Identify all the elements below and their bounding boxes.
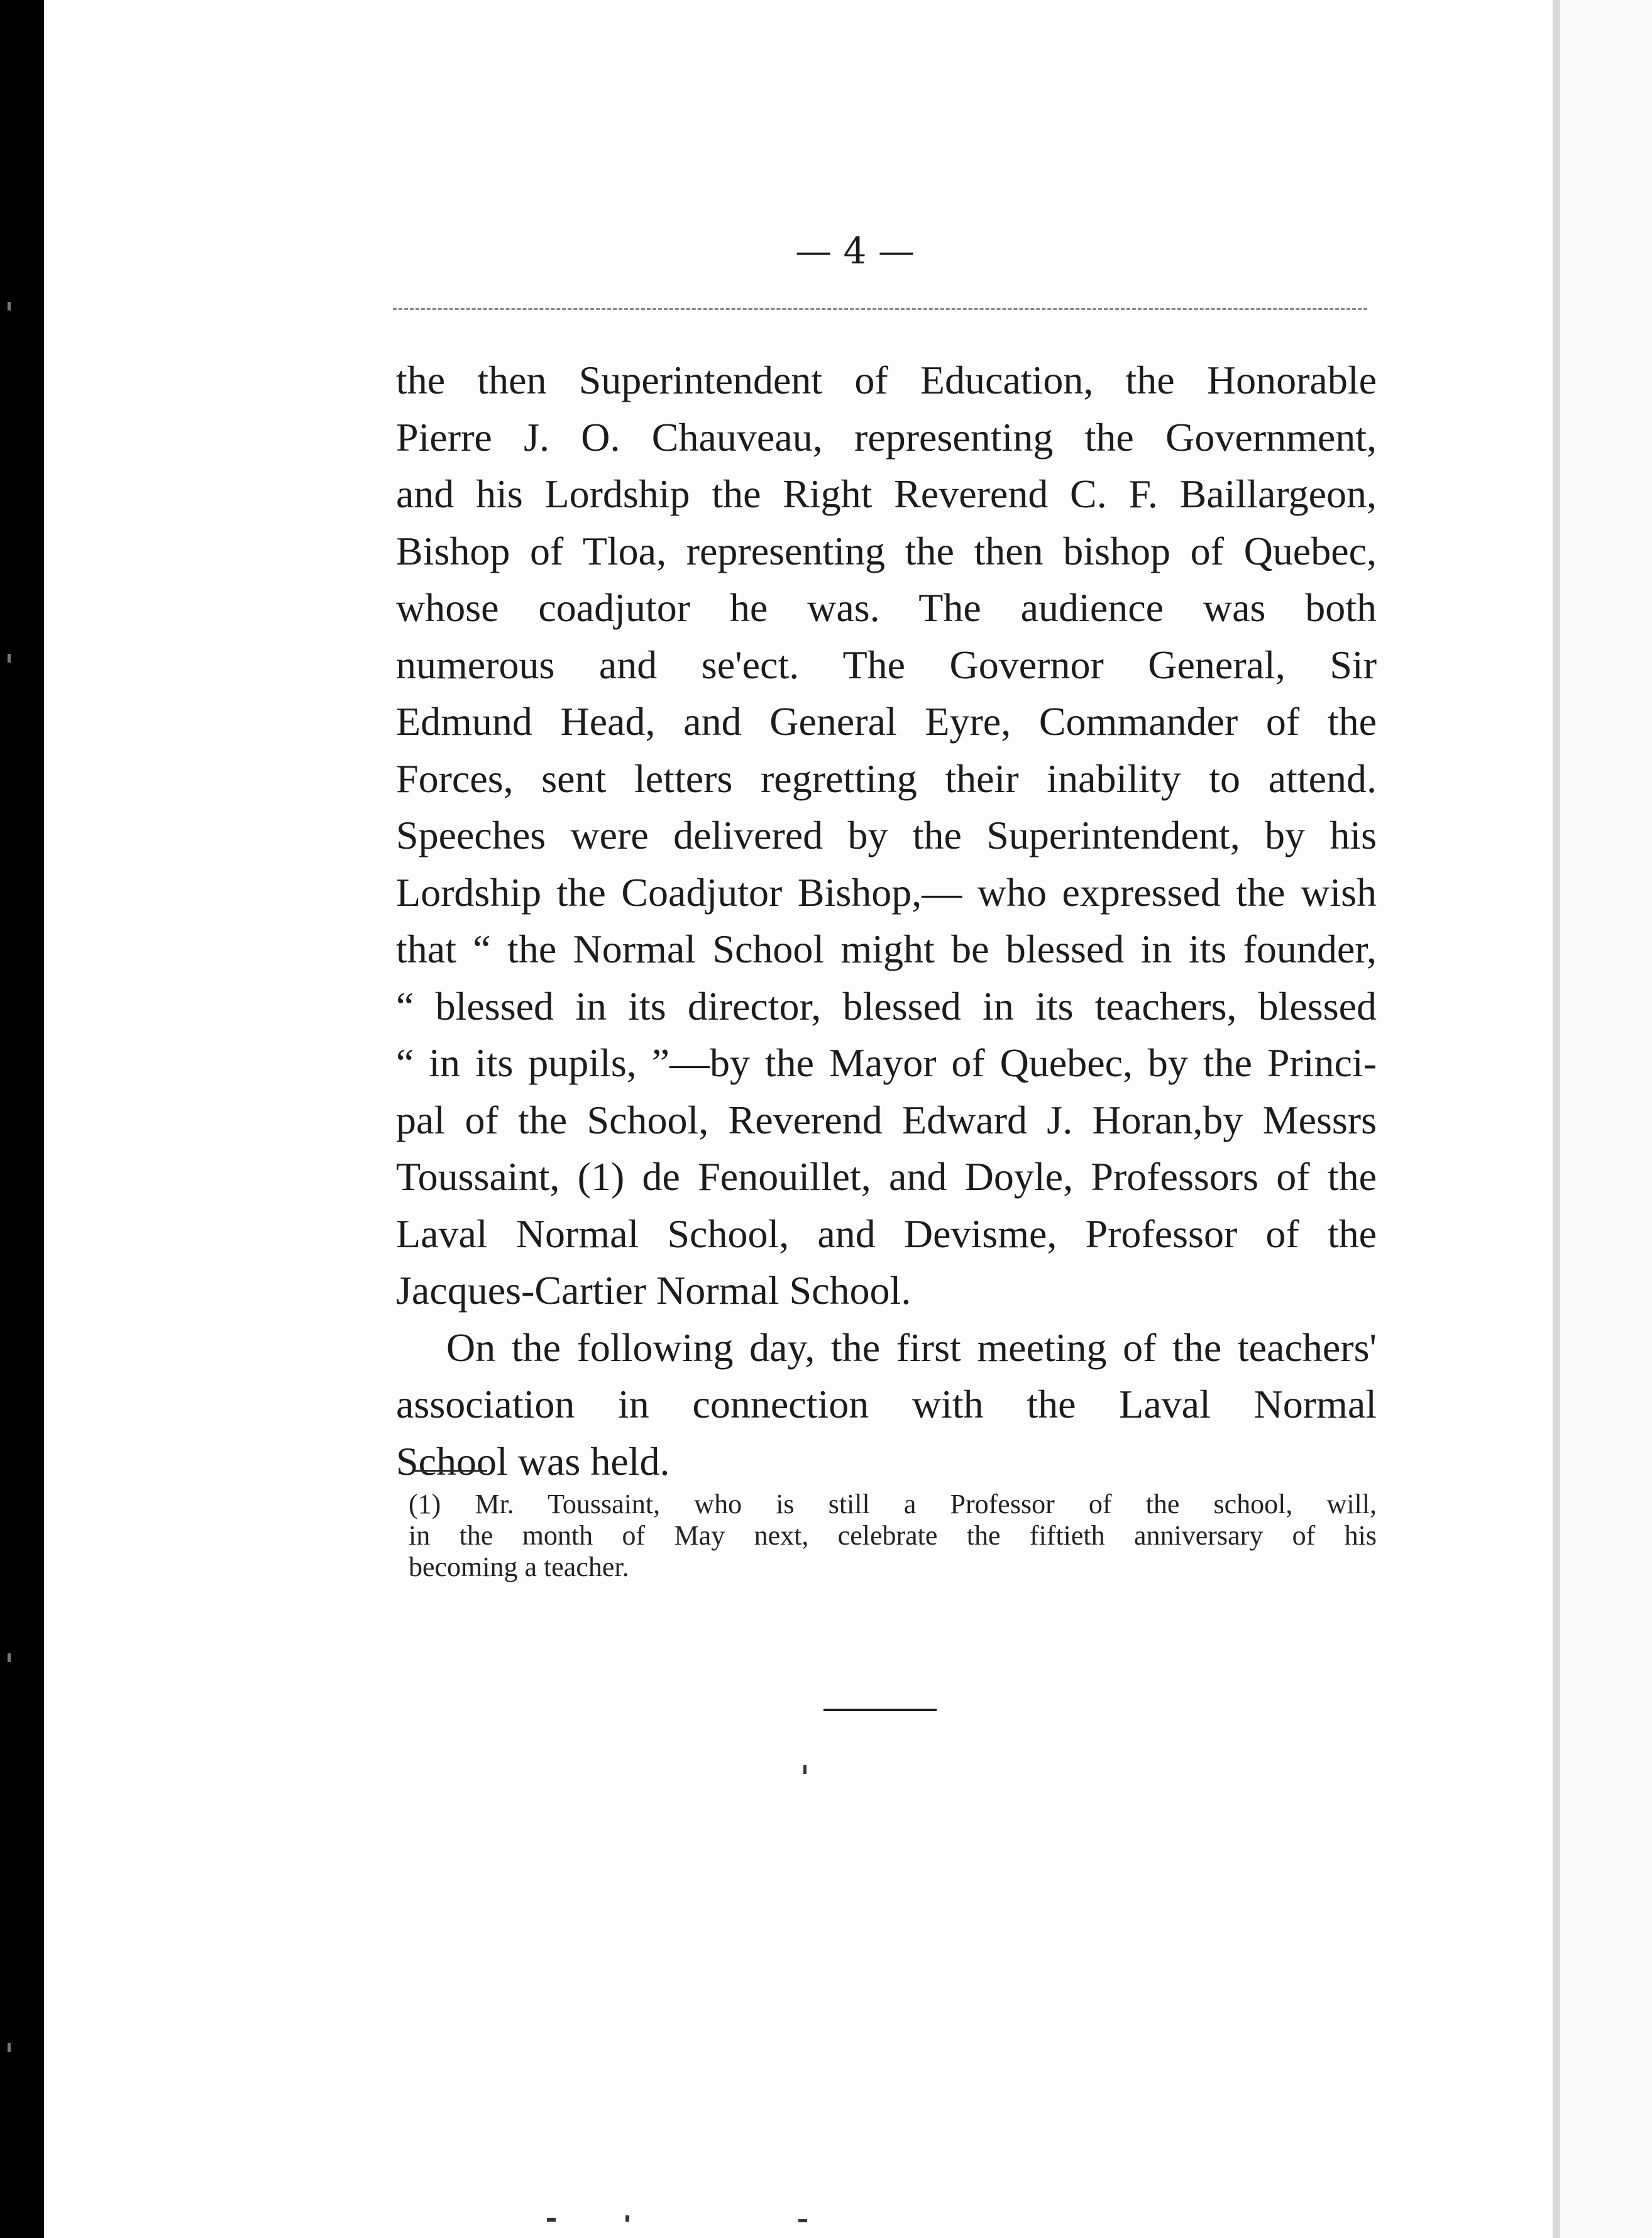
scan-mark — [8, 654, 11, 663]
scan-mark — [8, 1653, 11, 1662]
text-line: that “ the Normal School might be blessed in its founder, — [396, 927, 1377, 971]
text-line: numerous and se'ect. The Governor General, Sir — [396, 642, 1377, 687]
text-line: “ blessed in its director, blessed in its teachers, blessed — [396, 983, 1377, 1028]
text-line: Laval Normal School, and Devisme, Professor of the — [396, 1211, 1377, 1256]
footnote-line: in the month of May next, celebrate the fiftieth anniversary of his — [409, 1520, 1377, 1551]
text-line: “ in its pupils, ”—by the Mayor of Quebec, by the Princi- — [396, 1040, 1377, 1085]
scan-mark — [8, 2043, 11, 2052]
scan-margin — [1560, 0, 1652, 2238]
text-line: whose coadjutor he was. The audience was both — [396, 585, 1377, 630]
body-text — [396, 352, 1377, 1490]
scan-mark — [803, 1765, 807, 1774]
footnote-rule — [412, 1470, 487, 1472]
text-line: pal of the School, Reverend Edward J. Horan,by Messrs — [396, 1097, 1377, 1142]
text-line: Edmund Head, and General Eyre, Commander of the — [396, 699, 1377, 744]
page-edge — [1553, 0, 1560, 2238]
text-line: Bishop of Tloa, representing the then bishop of Quebec, — [396, 528, 1377, 573]
text-line: association in connection with the Laval Normal — [396, 1382, 1377, 1426]
text-line: On the following day, the first meeting of the teachers' — [446, 1325, 1377, 1370]
page-number: — 4 — — [795, 229, 915, 272]
text-line: Forces, sent letters regretting their inability to attend. — [396, 756, 1377, 801]
footnote — [409, 1489, 1377, 1583]
text-line: Pierre J. O. Chauveau, representing the Government, — [396, 414, 1377, 460]
scan-mark — [8, 302, 11, 311]
footnote-line: (1) Mr. Toussaint, who is still a Professor of the school, will, — [409, 1489, 1377, 1519]
scan-mark — [625, 2215, 629, 2222]
text-line: School was held. — [396, 1438, 670, 1484]
footnote-line: becoming a teacher. — [409, 1552, 629, 1582]
text-line: Jacques-Cartier Normal School. — [396, 1268, 911, 1313]
end-rule — [823, 1709, 937, 1711]
text-line: Toussaint, (1) de Fenouillet, and Doyle, Professors of the — [396, 1154, 1377, 1199]
scan-mark — [547, 2218, 556, 2222]
text-line: the then Superintendent of Education, the Honorable — [396, 358, 1377, 402]
text-line: Lordship the Coadjutor Bishop,— who expressed the wish — [396, 869, 1377, 915]
header-rule — [393, 308, 1367, 310]
text-line: Speeches were delivered by the Superintendent, by his — [396, 813, 1377, 857]
scan-mark — [798, 2219, 807, 2222]
text-line: and his Lordship the Right Reverend C. F. Baillargeon, — [396, 471, 1377, 516]
